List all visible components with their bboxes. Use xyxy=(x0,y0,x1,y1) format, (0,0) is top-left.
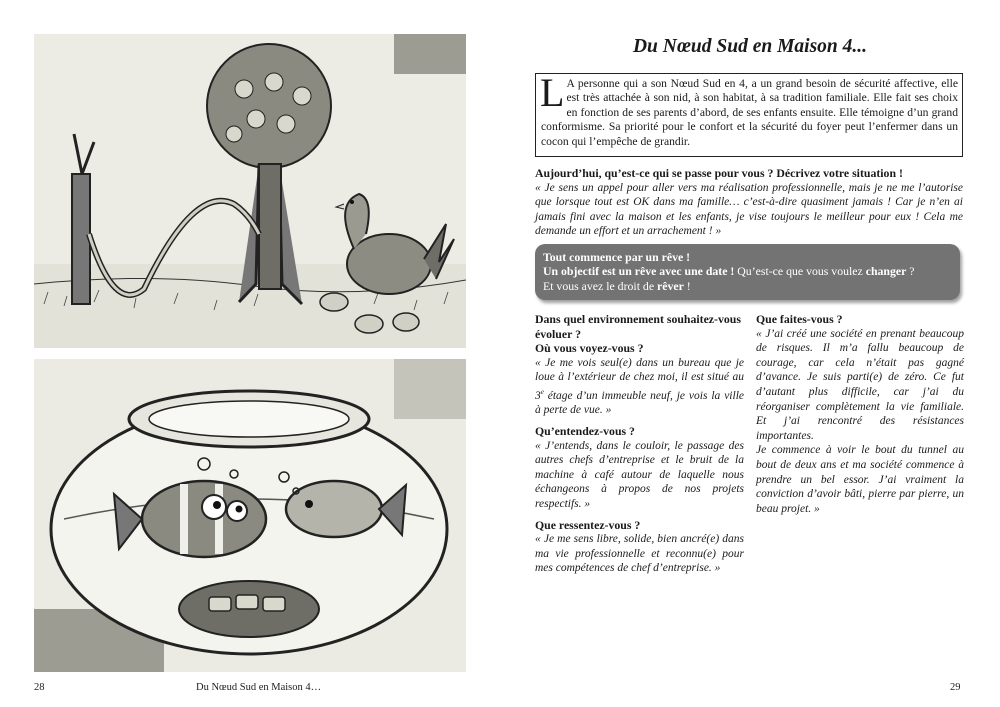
banner-line2-bold: Un objectif est un rêve avec une date ! xyxy=(543,264,735,279)
banner-line1: Tout commence par un rêve ! xyxy=(543,250,691,264)
running-title: Du Nœud Sud en Maison 4… xyxy=(196,682,322,693)
fishbowl-illustration xyxy=(34,359,466,672)
do-answer-p1: « J’ai créé une société en prenant beaucoup de risques. Il m’a fallu beaucoup de courage, car cela n’était pas gagné d’avance. Je suis parti(e) de zéro. Ce fut d’autant plus difficile, car j’ai du réorganiser complètement la vie familiale. Et j’ai rencontré des résistances importantes. xyxy=(756,327,964,442)
drop-cap: L xyxy=(540,70,565,115)
do-question: Que faites-vous ? xyxy=(756,312,843,326)
banner-keyword-changer: changer xyxy=(865,264,907,279)
banner-line2-end: ? xyxy=(906,264,915,279)
banner-keyword-rever: rêver xyxy=(657,278,684,293)
situation-answer: « Je sens un appel pour aller vers ma réalisation professionnelle, mais je ne me l’autorise que lorsque tout est OK dans ma famille… c’est-à-dire quasiment jamais ! Car je n’en ai jamais fini avec la maison et les enfants, je vise toujours le meilleur pour eux ! Cela me demande un effort et un arrachement ! » xyxy=(535,181,963,238)
right-page-number: 29 xyxy=(950,682,961,693)
environment-answer: « Je me vois seul(e) dans un bureau que je loue à l’extérieur de chez moi, il est situé au 3e étage d’un immeuble neuf, je vois la ville à perte de vue. » xyxy=(535,356,744,417)
banner-line3-end: ! xyxy=(683,278,691,293)
left-column xyxy=(535,312,744,576)
feel-question: Que ressentez-vous ? xyxy=(535,517,641,532)
dream-banner xyxy=(535,244,960,300)
intro-box xyxy=(535,70,963,157)
intro-text: A personne qui a son Nœud Sud en 4, a un grand besoin de sécurité affective, elle est très attachée à son nid, à son habitat, à sa tradition familiale. Elle fait ses choix en fonction de ses parents d’abord, de ses enfants ensuite. Elle témoigne d’un grand conformisme. Sa priorité pour le confort et la sécurité du foyer peut l’enfermer dans un cocon qui l’empêche de grandir. xyxy=(541,77,958,148)
environment-question: Dans quel environnement souhaitez-vous évoluer ? xyxy=(535,312,741,341)
where-question: Où vous voyez-vous ? xyxy=(535,341,644,356)
do-answer xyxy=(756,327,964,517)
hear-answer: « J’entends, dans le couloir, le passage des autres chefs d’entreprise et le bruit de la machine à café autour de laquelle nous échangeons à propos de nos projets respectifs. » xyxy=(535,439,744,510)
hear-question: Qu’entendez-vous ? xyxy=(535,423,635,438)
left-page-number: 28 xyxy=(34,682,45,693)
situation-section xyxy=(535,166,963,239)
do-answer-p2: Je commence à voir le bout du tunnel au bout de deux ans et ma société commence à prendre un bel essor. J’ai vraiment la conviction d’avoir bâti, pierre par pierre, un beau projet. » xyxy=(756,444,964,515)
page-title: Du Nœud Sud en Maison 4... xyxy=(632,36,868,57)
situation-question: Aujourd’hui, qu’est-ce qui se passe pour vous ? Décrivez votre situation ! xyxy=(535,166,903,180)
banner-line3-start: Et vous avez le droit de xyxy=(543,278,658,293)
banner-line2-rest: Qu’est-ce que vous voulez xyxy=(734,264,866,279)
right-column xyxy=(756,312,964,516)
tree-rooster-illustration xyxy=(34,34,466,348)
feel-answer: « Je me sens libre, solide, bien ancré(e) dans ma vie professionnelle et reconnu(e) pour mes compétences de chef d’entreprise. » xyxy=(535,533,744,575)
